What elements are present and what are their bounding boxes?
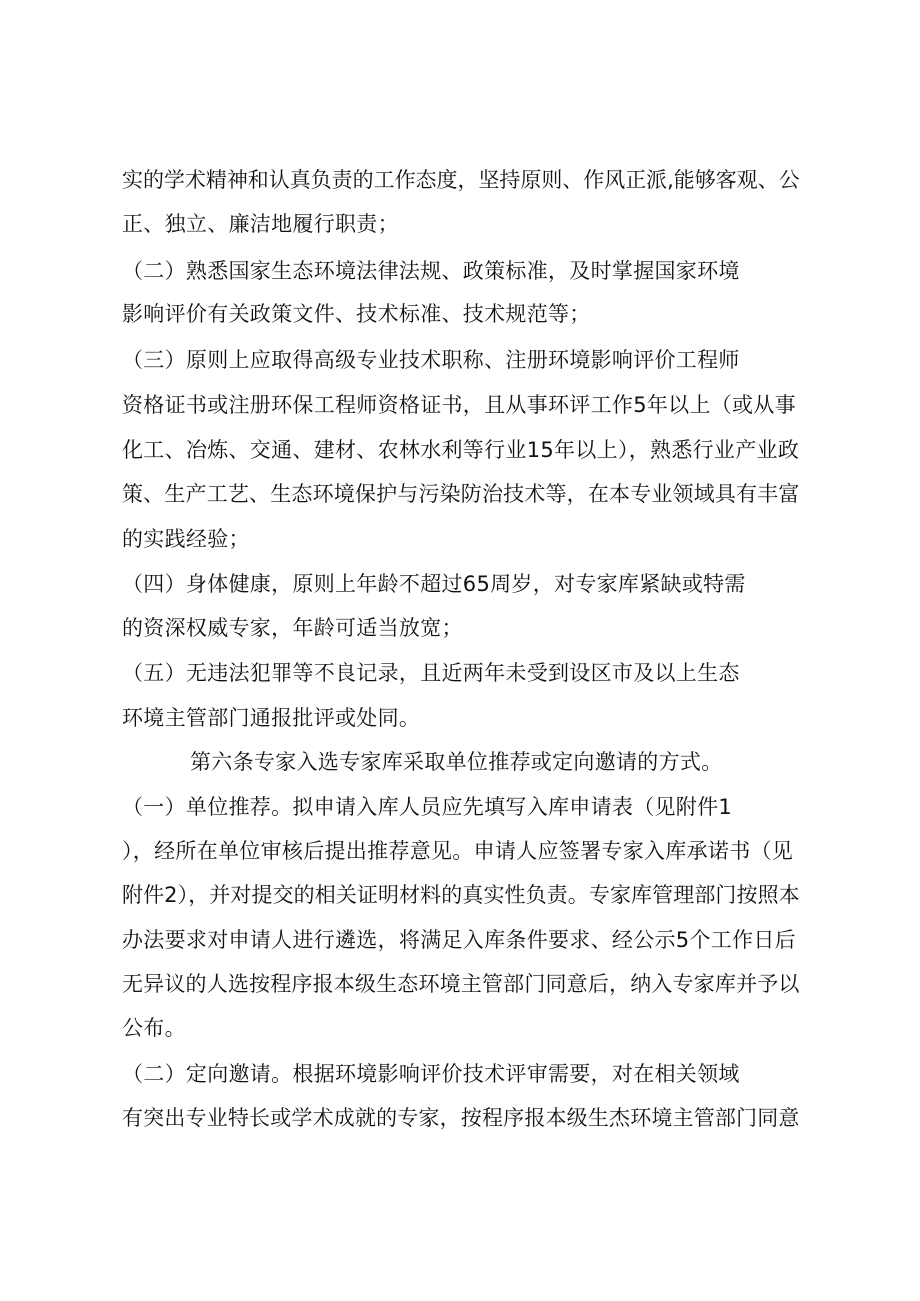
text-line: 的资深权威专家，年龄可适当放宽； [122, 616, 463, 640]
text-line: 影响评价有关政策文件、技术标准、技术规范等； [122, 302, 591, 326]
text-line: 实的学术精神和认真负责的工作态度，坚持原则、作风正派,能够客观、公 [122, 168, 800, 192]
text-line: 正、独立、廉洁地履行职责； [122, 212, 399, 236]
article-heading: 第六条专家入选专家库采取单位推荐或定向邀请的方式。 [190, 750, 723, 774]
text-line: 公布。 [122, 1016, 186, 1040]
text-line: （一）单位推荐。拟申请入库人员应先填写入库申请表（见附件1 [122, 795, 733, 819]
text-line: 办法要求对申请人进行遴选，将满足入库条件要求、经公示5个工作日后 [122, 928, 796, 952]
text-line: 环境主管部门通报批评或处同。 [122, 706, 421, 730]
text-line: （四）身体健康，原则上年龄不超过65周岁，对专家库紧缺或特需 [122, 572, 746, 596]
text-line: 策、生产工艺、生态环境保护与污染防治技术等，在本专业领域具有丰富 [122, 482, 800, 506]
text-line: （五）无违法犯罪等不良记录，且近两年未受到设区市及以上生态 [122, 661, 740, 685]
text-line: ），经所在单位审核后提出推荐意见。申请人应签署专家入库承诺书（见 [122, 839, 794, 863]
text-line: 附件2），并对提交的相关证明材料的真实性负责。专家库管理部门按照本 [122, 883, 800, 907]
text-line: （二）定向邀请。根据环境影响评价技术评审需要，对在相关领域 [122, 1062, 740, 1086]
text-line: 无异议的人选按程序报本级生态环境主管部门同意后，纳入专家库并予以 [122, 972, 800, 996]
text-line: 资格证书或注册环保工程师资格证书，且从事环评工作5年以上（或从事 [122, 393, 796, 417]
text-line: 化工、冶炼、交通、建材、农林水利等行业15年以上），熟悉行业产业政 [122, 438, 800, 462]
text-line: 有突出专业特长或学术成就的专家，按程序报本级生杰环境主管部门同意 [122, 1106, 800, 1130]
text-line: 的实践经验； [122, 527, 250, 551]
text-line: （二）熟悉国家生态环境法律法规、政策标准，及时掌握国家环境 [122, 259, 740, 283]
text-line: （三）原则上应取得高级专业技术职称、注册环境影响评价工程师 [122, 348, 740, 372]
